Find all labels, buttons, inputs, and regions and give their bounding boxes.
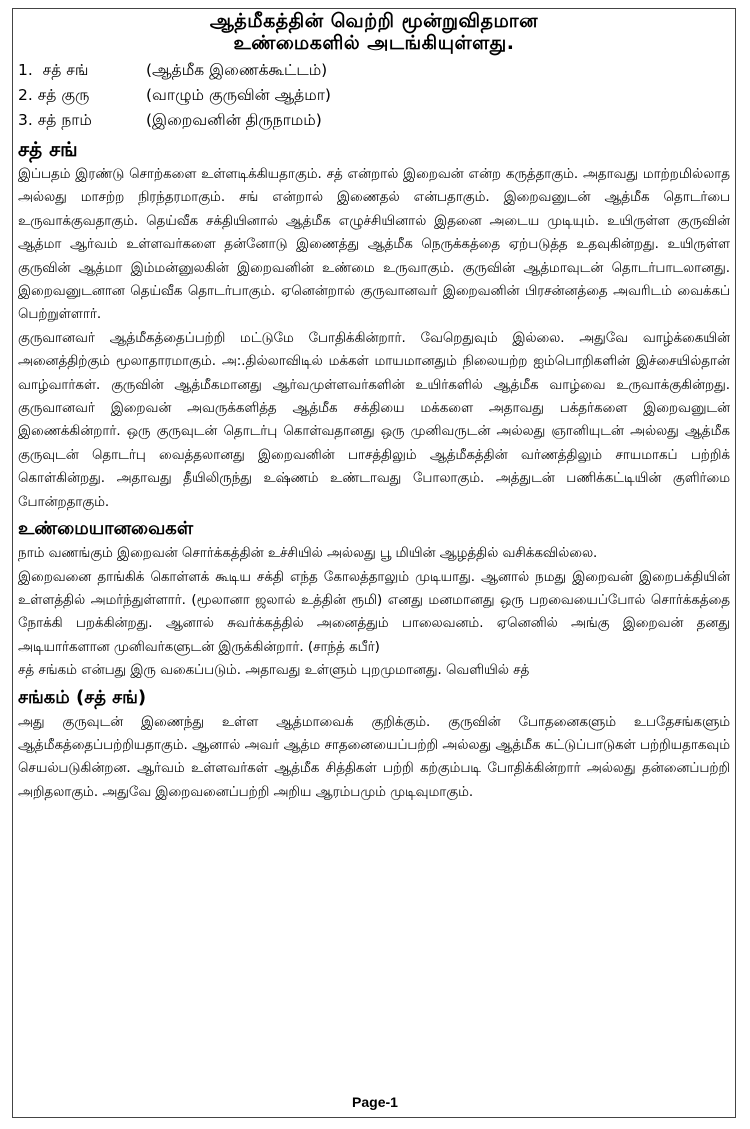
list-item-term: 3. சத் நாம் <box>18 111 92 129</box>
section-heading-sat-sang: சத் சங் <box>18 137 78 161</box>
list-item <box>18 83 730 108</box>
title-line-2: உண்மைகளில் அடங்கியுள்ளது. <box>233 32 515 54</box>
paragraph: இறைவனை தாங்கிக் கொள்ளக் கூடிய சக்தி எந்த கோலத்தாலும் முடியாது. ஆனால் நமது இறைவன் இறைபக்தியின் உள்ளத்தில் அமர்ந்துள்ளார். (மூலானா ஜலால் உத்தின் ரூமி) எனது மனமானது ஒரு பறவையைப்போல் சொர்க்கத்தை நோக்கி பறக்கின்றது. ஆனால் சுவர்க்கத்தில் அனைத்தும் பாலைவனம். ஏனெனில் அங்கு இறைவன் தனது அடியார்களான முனிவர்களுடன் இருக்கின்றார். (சாந்த் கபீர்) <box>18 569 730 655</box>
list-item <box>18 58 730 83</box>
paragraph: குருவானவர் ஆத்மீகத்தைப்பற்றி மட்டுமே போதிக்கின்றார். வேறெதுவும் இல்லை. அதுவே வாழ்க்கையின் அனைத்திற்கும் மூலாதாரமாகும். அ:.தில்லாவிடில் மக்கள் மாயமானதும் நிலையற்ற ஐம்பொறிகளின் இச்சையில்தான் வாழ்வார்கள். குருவின் ஆத்மீகமானது ஆர்வமுள்ளவர்களின் உயிர்களில் ஆத்மீக வாழ்வை உருவாக்குகின்றது. குருவானவர் இறைவன் அவருக்களித்த ஆத்மீக சக்தியை மக்களை அதாவது பக்தர்களை இறைவனுடன் இணைக்கின்றார். ஒரு குருவுடன் தொடர்பு கொள்வதானது ஒரு முனிவருடன் அல்லது ஞானியுடன் அல்லது ஆத்மீக குருவுடன் தொடர்பு வைத்தலானது இறைவனின் பாசத்திலும் ஆத்மீகத்தின் வர்ணத்திலும் சாயமாகப் பற்றிக் கொள்கின்றது. அதாவது தீயிலிருந்து உஷ்ணம் உண்டாவது போலாகும். அத்துடன் பணிக்கட்டியின் குளிர்மை போன்றதாகும். <box>18 330 730 510</box>
paragraph: அது குருவுடன் இணைந்து உள்ள ஆத்மாவைக் குறிக்கும். குருவின் போதனைகளும் உபதேசங்களும் ஆத்மீகத்தைப்பற்றியதாகும். ஆனால் அவர் ஆத்ம சாதனையைப்பற்றி அல்லது ஆத்மீக கட்டுப்பாடுகள் பற்றியதாகவும் செயல்படுகின்றன. ஆர்வம் உள்ளவர்கள் ஆத்மீக சித்திகள் பற்றி கற்கும்படி போதிக்கின்றார் அல்லது தன்னைப்பற்றி அறிதலாகும். அதுவே இறைவனைப்பற்றி அறிய ஆரம்பமும் முடிவுமாகும். <box>18 714 730 800</box>
list-item-term: 1. சத் சங் <box>18 61 89 79</box>
list-item <box>18 108 730 133</box>
list-item-meaning: (வாழும் குருவின் ஆத்மா) <box>146 86 331 104</box>
paragraph: நாம் வணங்கும் இறைவன் சொர்க்கத்தின் உச்சியில் அல்லது பூ மியின் ஆழத்தில் வசிக்கவில்லை. <box>18 546 598 562</box>
document-body <box>18 10 730 804</box>
truths-list <box>18 58 730 133</box>
document-title <box>18 10 730 54</box>
page-number: Page-1 <box>352 1094 398 1110</box>
section-heading-sangam: சங்கம் (சத் சங்) <box>18 686 147 708</box>
list-item-term: 2. சத் குரு <box>18 86 90 104</box>
list-item-meaning: (இறைவனின் திருநாமம்) <box>146 111 322 129</box>
paragraph: சத் சங்கம் என்பது இரு வகைப்படும். அதாவது உள்ளும் புறமுமானது. வெளியில் சத் <box>18 663 530 679</box>
list-item-meaning: (ஆத்மீக இணைக்கூட்டம்) <box>146 61 328 79</box>
section-heading-truths: உண்மையானவைகள் <box>18 518 194 540</box>
title-line-1: ஆத்மீகத்தின் வெற்றி மூன்றுவிதமான <box>209 10 539 32</box>
paragraph: இப்பதம் இரண்டு சொற்களை உள்ளடிக்கியதாகும். சத் என்றால் இறைவன் என்ற கருத்தாகும். அதாவது மாற்றமில்லாத அல்லது மாசற்ற நிரந்தரமாகும். சங் என்றால் இணைதல் என்பதாகும். இறைவனுடன் ஆத்மீக தொடர்பை உருவாக்குவதாகும். தெய்வீக சக்தியினால் ஆத்மீக எழுச்சியினால் இதனை அடைய முடியும். உயிருள்ள குருவின் ஆத்மா ஆர்வம் உள்ளவர்களை தன்னோடு இணைத்து ஆத்மீக நெருக்கத்தை ஏற்படுத்த உதவுகின்றது. உயிருள்ள குருவின் ஆத்மா இம்மன்னுலகின் இறைவனின் உண்மை உருவாகும். குருவின் ஆத்மாவுடன் தொடர்பாடலானது. இறைவனுடனான தெய்வீக தொடர்பாகும். ஏனென்றால் குருவானவர் இறைவனின் பிரசன்னத்தை அவரிடம் வைக்கப் பெற்றுள்ளார். <box>18 167 730 323</box>
